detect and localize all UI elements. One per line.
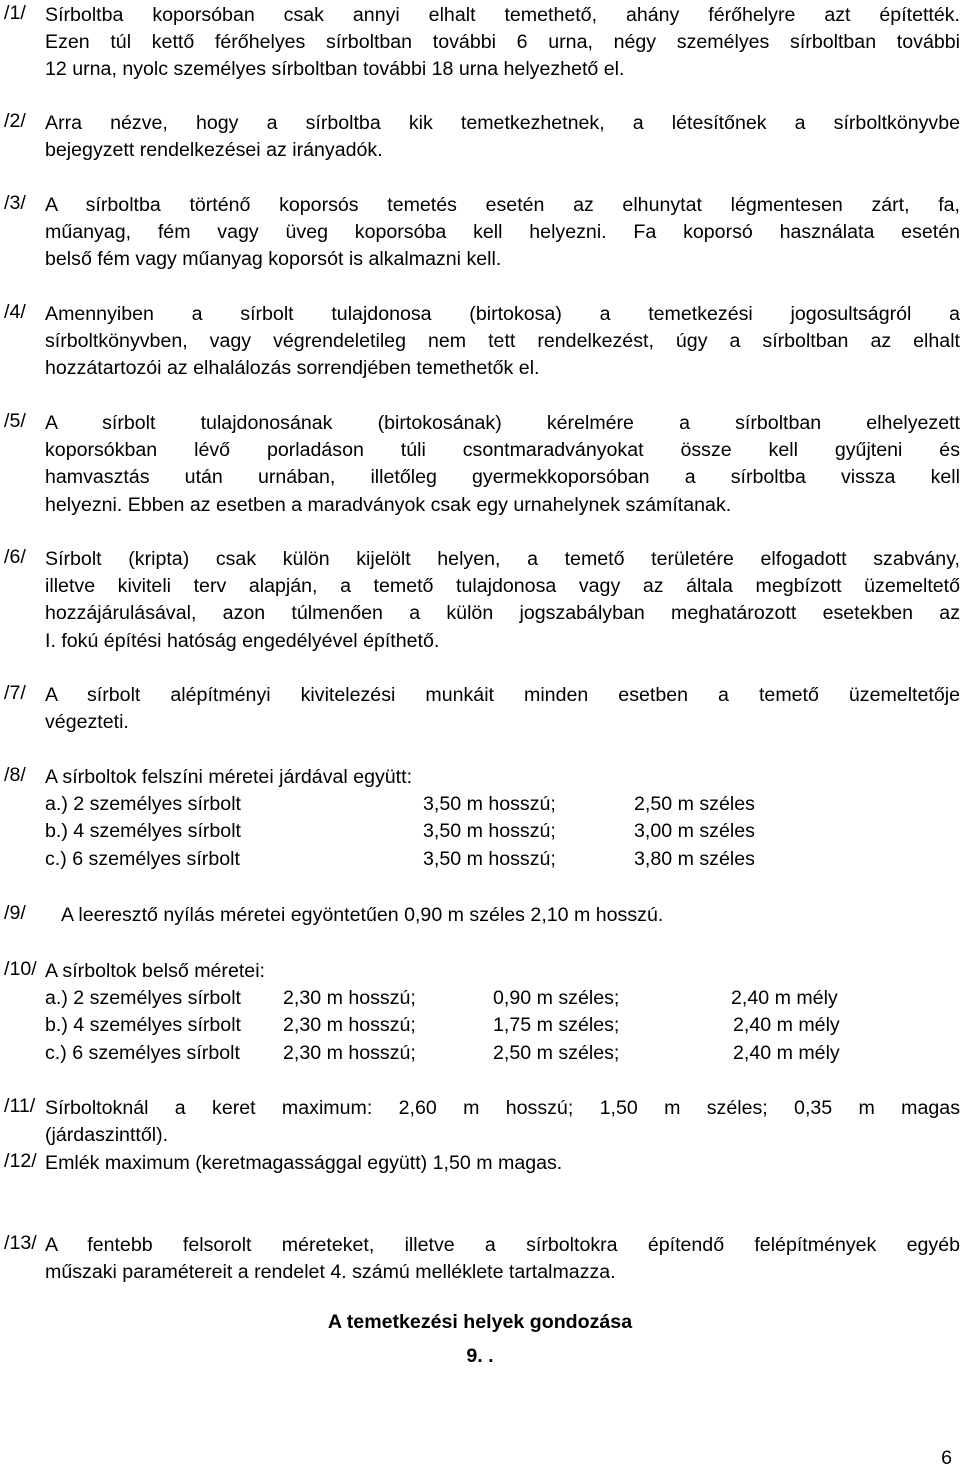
paragraph-body — [45, 1150, 960, 1177]
text-line: belső fém vagy műanyag koporsót is alkalmazni kell. — [45, 248, 502, 271]
paragraph-number: /11/ — [4, 1095, 36, 1117]
text-line: Arra nézve, hogy a sírboltba kik temetkezhetnek, a létesítőnek a sírboltkönyvbe — [45, 112, 960, 134]
tomb-type: b.) 4 személyes sírbolt — [45, 820, 242, 843]
tomb-width: 3,00 m széles — [634, 820, 755, 843]
text-line: A leeresztő nyílás méretei egyöntetűen 0,90 m széles 2,10 m hosszú. — [61, 904, 664, 926]
text-line: Ezen túl kettő férőhelyes sírboltban további 6 urna, négy személyes sírboltban további — [45, 31, 960, 54]
paragraph-number: /12/ — [4, 1150, 37, 1172]
paragraph-body — [45, 110, 960, 164]
tomb-type: a.) 2 személyes sírbolt — [45, 987, 242, 1010]
paragraph-body — [45, 192, 960, 274]
text-line: műszaki paramétereit a rendelet 4. számú melléklete tartalmazza. — [45, 1261, 616, 1284]
tomb-depth: 2,40 m mély — [731, 987, 838, 1010]
paragraph-number: /4/ — [4, 301, 26, 323]
tomb-type: b.) 4 személyes sírbolt — [45, 1014, 242, 1037]
dimension-row — [45, 1012, 960, 1039]
text-line: Sírbolt (kripta) csak külön kijelölt helyen, a temető területére elfogadott szabvány, — [45, 548, 960, 570]
text-line: koporsókban lévő porladáson túli csontmaradványokat össze kell gyűjteni és — [45, 439, 960, 462]
paragraph-number: /10/ — [4, 958, 37, 980]
paragraph-body — [45, 764, 960, 873]
tomb-length: 2,30 m hosszú; — [283, 1041, 416, 1064]
paragraph-number: /6/ — [4, 546, 26, 568]
text-line: 12 urna, nyolc személyes sírboltban további 18 urna helyezhető el. — [45, 58, 625, 81]
dimension-row — [45, 1040, 960, 1067]
text-line: végezteti. — [45, 711, 129, 734]
tomb-width: 0,90 m széles; — [493, 987, 620, 1010]
text-line: műanyag, fém vagy üveg koporsóba kell helyezni. Fa koporsó használata esetén — [45, 221, 960, 244]
text-line: sírboltkönyvben, vagy végrendeletileg nem tett rendelkezést, úgy a sírboltban az elhalt — [45, 330, 960, 353]
paragraph-body — [45, 301, 960, 383]
paragraph-number: /2/ — [4, 110, 26, 132]
text-line: hozzátartozói az elhalálozás sorrendjében temethetők el. — [45, 357, 540, 380]
tomb-width: 2,50 m széles — [634, 793, 755, 816]
paragraph-body — [45, 546, 960, 655]
paragraph-body — [45, 1232, 960, 1286]
text-line: A sírboltok felszíni méretei járdával együtt: — [45, 766, 413, 788]
tomb-width: 3,80 m széles — [634, 847, 755, 870]
paragraph-number: /13/ — [4, 1232, 37, 1254]
text-line: hamvasztás után urnában, illetőleg gyermekkoporsóban a sírboltba vissza kell — [45, 466, 960, 489]
text-line: hozzájárulásával, azon túlmenően a külön jogszabályban meghatározott esetekben az — [45, 602, 960, 625]
text-line: Sírboltoknál a keret maximum: 2,60 m hosszú; 1,50 m széles; 0,35 m magas — [45, 1097, 960, 1119]
text-line: (járdaszinttől). — [45, 1124, 169, 1147]
text-line: A fentebb felsorolt méreteket, illetve a sírboltokra építendő felépítmények egyéb — [45, 1234, 960, 1256]
paragraph-body — [45, 1095, 960, 1149]
text-line: Amennyiben a sírbolt tulajdonosa (birtokosa) a temetkezési jogosultságról a — [45, 303, 960, 325]
tomb-type: c.) 6 személyes sírbolt — [45, 1041, 240, 1064]
paragraph-number: /3/ — [4, 192, 26, 214]
paragraph-body — [45, 2, 960, 84]
tomb-type: c.) 6 személyes sírbolt — [45, 847, 240, 870]
paragraph-number: /5/ — [4, 410, 26, 432]
tomb-depth: 2,40 m mély — [733, 1014, 840, 1037]
paragraph-number: /8/ — [4, 764, 26, 786]
text-line: I. fokú építési hatóság engedélyével építhető. — [45, 629, 440, 652]
tomb-length: 3,50 m hosszú; — [423, 847, 556, 870]
paragraph-number: /7/ — [4, 682, 26, 704]
text-line: A sírbolt tulajdonosának (birtokosának) kérelmére a sírboltban elhelyezett — [45, 412, 960, 434]
tomb-length: 2,30 m hosszú; — [283, 1014, 416, 1037]
paragraph-body — [61, 902, 960, 929]
section-heading: A temetkezési helyek gondozása — [327, 1311, 633, 1333]
tomb-width: 1,75 m széles; — [493, 1014, 620, 1037]
text-line: helyezni. Ebben az esetben a maradványok csak egy urnahelynek számítanak. — [45, 493, 732, 516]
text-line: A sírboltok belső méretei: — [45, 960, 265, 982]
text-line: bejegyzett rendelkezései az irányadók. — [45, 139, 383, 162]
tomb-width: 2,50 m széles; — [493, 1041, 620, 1064]
paragraph-body — [45, 682, 960, 736]
dimension-row — [45, 791, 960, 818]
dimension-row — [45, 818, 960, 845]
text-line: illetve kiviteli terv alapján, a temető tulajdonosa vagy az általa megbízott üzemeltető — [45, 575, 960, 598]
tomb-length: 3,50 m hosszú; — [423, 820, 556, 843]
text-line: Sírboltba koporsóban csak annyi elhalt temethető, ahány férőhelyre azt építették. — [45, 4, 960, 26]
dimension-row — [45, 846, 960, 873]
paragraph-number: /9/ — [4, 902, 26, 924]
page-number: 6 — [941, 1447, 952, 1469]
text-line: A sírbolt alépítményi kivitelezési munkáit minden esetben a temető üzemeltetője — [45, 684, 960, 706]
paragraph-body — [45, 410, 960, 519]
paragraph-body — [45, 958, 960, 1067]
paragraph-number: /1/ — [4, 2, 26, 24]
text-line: Emlék maximum (keretmagassággal együtt) 1,50 m magas. — [45, 1152, 563, 1174]
tomb-length: 3,50 m hosszú; — [423, 793, 556, 816]
tomb-type: a.) 2 személyes sírbolt — [45, 793, 242, 816]
tomb-length: 2,30 m hosszú; — [283, 987, 416, 1010]
text-line: A sírboltba történő koporsós temetés esetén az elhunytat légmentesen zárt, fa, — [45, 194, 960, 216]
section-number: 9. . — [466, 1345, 494, 1367]
tomb-depth: 2,40 m mély — [733, 1041, 840, 1064]
dimension-row — [45, 985, 960, 1012]
